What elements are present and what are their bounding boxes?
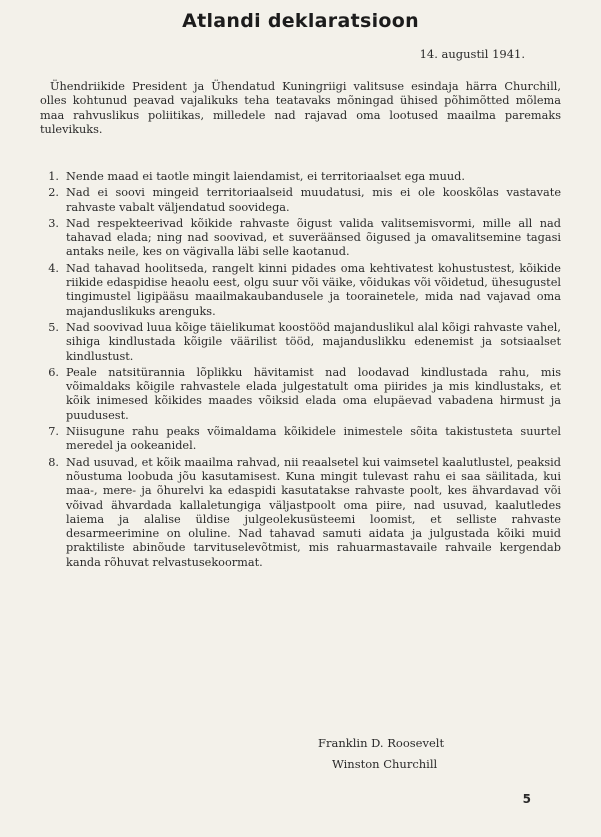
point-number: 1. bbox=[48, 170, 59, 183]
point-text: Niisugune rahu peaks võimaldama kõikidele inimestele sõita takistusteta suurtel meredel ja ookeanidel. bbox=[66, 425, 561, 453]
point-number: 7. bbox=[48, 425, 59, 439]
point-text: Peale natsitürannia lõplikku hävitamist nad loodavad kindlustada rahu, mis võimaldaks kõigile rahvastele elada julgestatult oma piirides ja mis kindlustaks, et kõik inimesed kõikides maades võiksid elada oma elupäevad vabadena hirmust ja puudusest. bbox=[66, 365, 561, 422]
point-text: Nad tahavad hoolitseda, rangelt kinni pidades oma kehtivatest kohustustest, kõikide riikide edaspidise heaolu eest, olgu suur või väike, võidukas või võidetud, ühesugustel tingimustel ligipääsu maailmakaubandusele ja toorainetele, mida nad vajavad oma majanduslikuks arenguks. bbox=[66, 261, 561, 318]
signature-churchill: Winston Churchill bbox=[332, 757, 438, 771]
point-number: 5. bbox=[48, 320, 59, 334]
point-item bbox=[40, 186, 561, 215]
intro-paragraph: Ühendriikide President ja Ühendatud Kuningriigi valitsuse esindaja härra Churchill, olles kohtunud peavad vajalikuks teha teatavaks mõningad ühised põhimõtted mõlema maa rahvuslikus poliitikas, milledele nad rajavad oma lootused maailma paremaks tulevikuks. bbox=[40, 80, 561, 136]
point-item bbox=[40, 170, 561, 184]
point-item bbox=[40, 217, 561, 260]
signature-roosevelt: Franklin D. Roosevelt bbox=[318, 736, 445, 750]
point-item bbox=[40, 456, 561, 570]
point-number: 6. bbox=[48, 365, 59, 379]
point-text: Nende maad ei taotle mingit laiendamist, ei territoriaalset ega muud. bbox=[66, 170, 465, 183]
page-number: 5 bbox=[522, 792, 531, 806]
point-number: 3. bbox=[48, 216, 59, 230]
point-number: 4. bbox=[48, 261, 59, 275]
point-text: Nad usuvad, et kõik maailma rahvad, nii reaalsetel kui vaimsetel kaalutlustel, peaksid nõustuma loobuda jõu kasutamisest. Kuna mingit tulevast rahu ei saa säilitada, kui maa-, mere- ja õhurelvi ka edaspidi kasutatakse rahvaste poolt, kes ähvardavad või võivad ähvardada kallaletungiga väljastpoolt oma piire, nad usuvad, kaalutledes laiema ja alalise üldise julgeolekusüsteemi loomist, et selliste rahvaste desarmeerimine on oluline. Nad tahavad samuti aidata ja julgustada kõiki muid praktiliste abinõude tarvituselevõtmist, mis rahuarmastavaile rahvaile kergendab kanda rõhuvat relvastusekoormat. bbox=[66, 455, 561, 569]
point-text: Nad soovivad luua kõige täielikumat koostööd majanduslikul alal kõigi rahvaste vahel, sihiga kindlustada kõigile väärilist tööd, majanduslikku edenemist ja sotsiaalset kindlustust. bbox=[66, 320, 561, 363]
point-text: Nad respekteerivad kõikide rahvaste õigust valida valitsemisvormi, mille all nad tahavad elada; ning nad soovivad, et suveräänsed õigused ja omavalitsemine tagasi antaks neile, kes on vägivalla läbi selle kaotanud. bbox=[66, 216, 561, 259]
point-number: 8. bbox=[48, 455, 59, 469]
point-text: Nad ei soovi mingeid territoriaalseid muudatusi, mis ei ole kooskõlas vastavate rahvaste vabalt väljendatud soovidega. bbox=[66, 186, 561, 214]
point-item bbox=[40, 425, 561, 454]
point-item bbox=[40, 262, 561, 319]
document-date: 14. augustil 1941. bbox=[419, 47, 525, 61]
point-number: 2. bbox=[48, 186, 59, 200]
document-title: Atlandi deklaratsioon bbox=[182, 10, 419, 32]
declaration-points bbox=[40, 170, 561, 572]
point-item bbox=[40, 321, 561, 364]
point-item bbox=[40, 366, 561, 423]
